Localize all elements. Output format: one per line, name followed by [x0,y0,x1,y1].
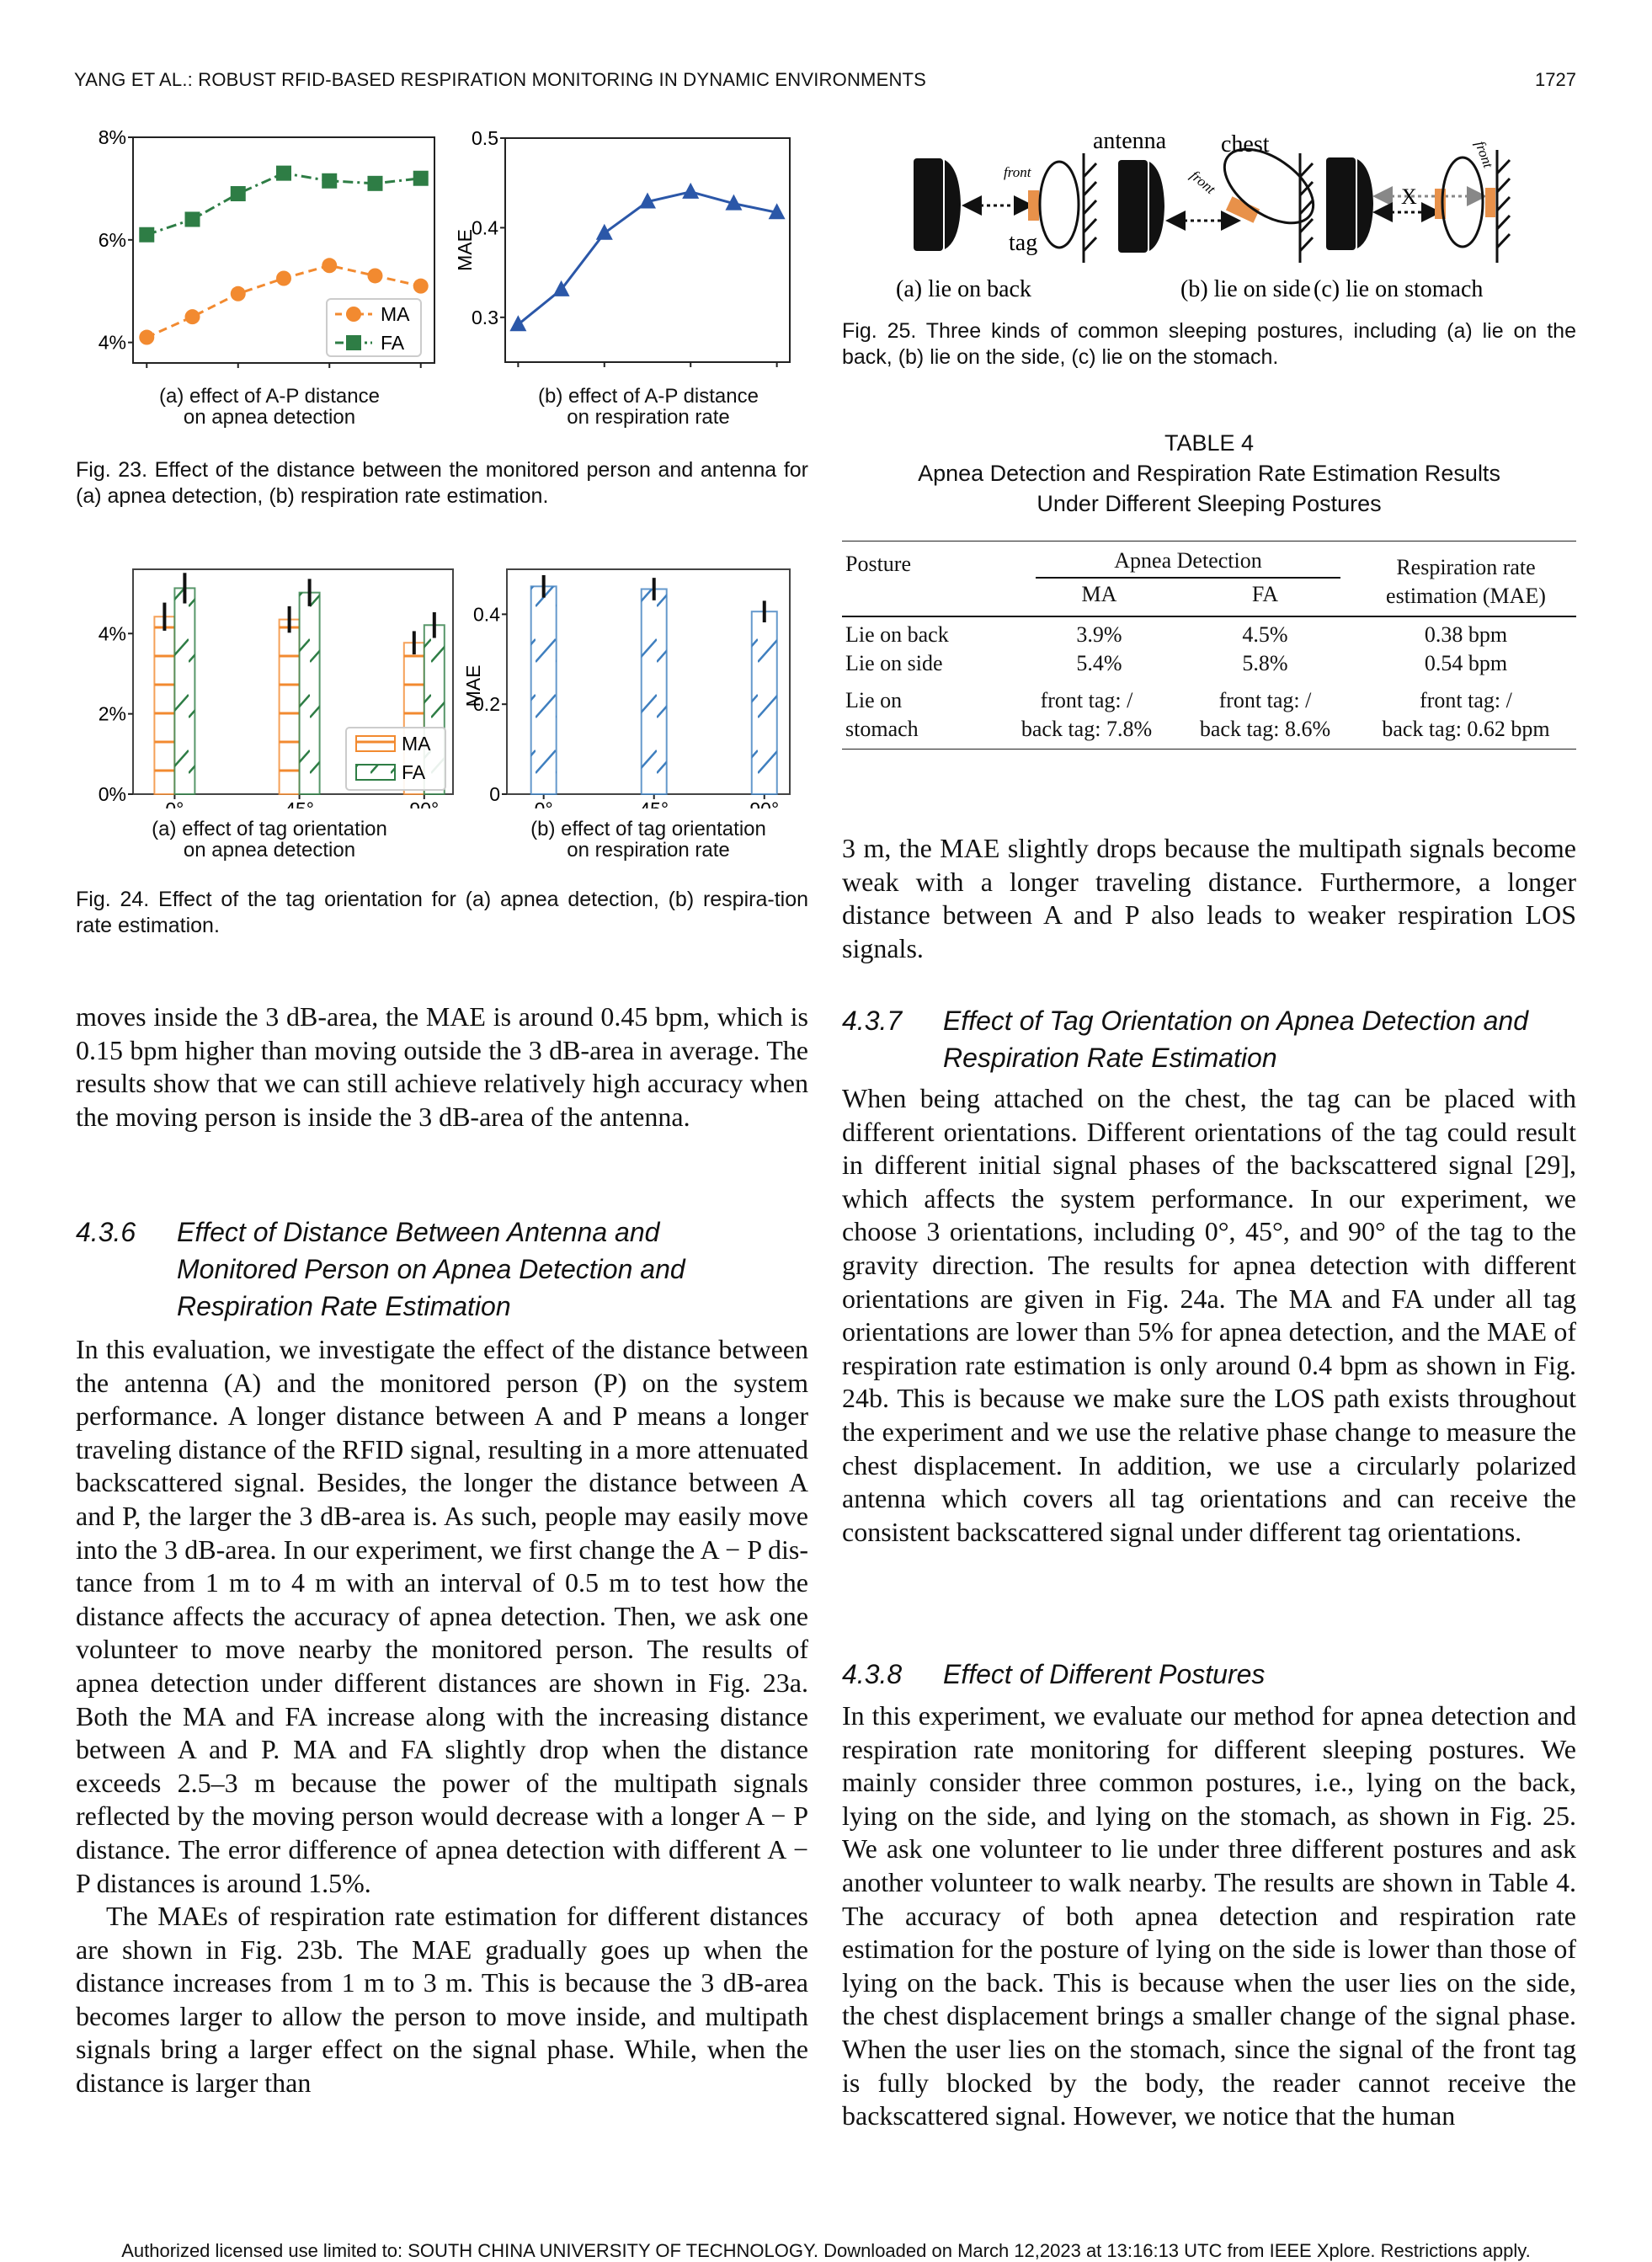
cell-fa-2: back tag: 8.6% [1199,717,1331,741]
data-point-marker [367,176,382,191]
bed-wall-icon [1084,153,1096,263]
antenna-icon [1118,160,1164,253]
fig25-caption: Fig. 25. Three kinds of common sleeping postures, including (a) lie on the back, (b) lie on the side, (c) lie on the stomach. [842,319,1576,369]
fig24a-chart [67,556,472,876]
paragraph: In this experiment, we evaluate our method for apnea detection and respiration rate monitoring for different sleeping postures. We mainly consider three common postures, i.e., lying on the back, lying on the side, and lying on the stomach, as shown in Fig. 25. We ask one volunteer to lie under three different postures and ask another volunteer to walk nearby. The results are shown in Table 4. The accuracy of both apnea detection and respiration rate estimation for the posture of lying on the side is lower than those of lying on the back. This is because when the user lies on the side, the chest displacement brings a smaller change of the signal phase. When the user lies on the stomach, since the signal of the front tag is fully blocked by the body, the reader cannot receive the backscattered signal. However, we notice that the human [842,1700,1576,2131]
panel-b-label: (b) lie on side [1180,276,1311,302]
chest-icon [1442,157,1483,247]
data-point-marker [596,224,613,240]
data-point-marker [231,186,246,201]
fig24b-chart [455,556,825,876]
x-tick-label [285,798,314,808]
table4-label: TABLE 4 [1164,430,1255,456]
section-4-3-6-heading [76,1214,808,1325]
section-4-3-8-heading [842,1656,1576,1693]
y-axis-label: MAE [462,664,484,707]
y-tick-label: 0.5 [472,127,498,149]
legend [327,299,421,356]
cell-ma-2: back tag: 7.8% [1021,717,1153,741]
cell-mae-2: back tag: 0.62 bpm [1382,717,1550,741]
col-header-ma: MA [1081,582,1117,607]
label-chest: chest [1221,131,1270,157]
paragraph: moves inside the 3 dB-area, the MAE is around 0.45 bpm, which is 0.15 bpm higher than moving outside the 3 dB-area in average. The results show that we can still achieve relatively high accuracy when the moving person is inside the 3 dB-area of the antenna. [76,1001,808,1132]
fig24b-subcaption-1: (b) effect of tag orientation [530,818,766,840]
fig24-caption: Fig. 24. Effect of the tag orientation for (a) apnea detection, (b) respira-tion rate estimation. [76,888,808,937]
license-footer: Authorized licensed use limited to: SOUTH CHINA UNIVERSITY OF TECHNOLOGY. Downloaded on March 12,2023 at 13:16:13 UTC from IEEE Xplore. Restrictions apply. [121,2240,1531,2261]
fig24a-subcaption-1: (a) effect of tag orientation [152,818,387,840]
legend-label: MA [402,733,431,755]
running-title: YANG ET AL.: ROBUST RFID-BASED RESPIRATION MONITORING IN DYNAMIC ENVIRONMENTS [74,69,927,90]
cell-fa-1: front tag: / [1218,688,1312,712]
x-tick-label [535,798,553,808]
bed-wall-icon [1300,153,1313,263]
data-point-marker [322,258,337,273]
section-title: Effect of Distance Between Antenna and Monitored Person on Apnea Detection and Respiration Rate Estimation [177,1217,685,1321]
y-tick-label: 8% [98,126,126,148]
data-point-marker [682,183,699,199]
plot-frame [505,138,790,362]
label-antenna: antenna [1093,128,1167,154]
legend-swatch-icon [356,765,395,780]
paragraph: In this evaluation, we investigate the effect of the distance between the antenna (A) and the monitored person (P) on the system performance. A longer distance between A and P means a longer traveling distance of the RFID signal, resulting in a more attenuated backscattered signal. Besides, the longer the distance between A and P, the larger the 3 dB-area is. As such, people may easily move into the 3 dB-area. In our experiment, we first change the A − P distance from 1 m to 4 m with an interval of 0.5 m to test how the distance affects the accuracy of apnea detection. Then, we ask one volunteer to move nearby the monitored person. The results of apnea detection under different distances are shown in Fig. 23a. Both the MA and FA increase along with the increasing distance between A and P. MA and FA slightly drop when the distance exceeds 2.5–3 m because the power of the multipath signals reflected by the moving person would decrease with a longer A − P distance. The error difference of apnea detection with different A − P distances is around 1.5%. [76,1334,808,1898]
label-tag: tag [1009,230,1038,256]
data-point-marker [139,330,154,345]
x-tick-label [409,798,439,808]
legend-marker-icon [346,307,361,322]
section-title: Effect of Tag Orientation on Apnea Detection and Respiration Rate Estimation [943,1006,1528,1073]
section-4-3-7-heading [842,1002,1576,1076]
y-tick-label: 2% [98,702,126,725]
panel-c-label: (c) lie on stomach [1314,276,1484,302]
fig23b-subcaption-1: (b) effect of A-P distance [538,385,759,408]
y-tick-label: 4% [98,331,126,354]
data-point-marker [139,227,154,243]
cell-ma-1: front tag: / [1040,688,1133,712]
data-point-marker [367,268,382,283]
cell-posture-2: stomach [845,717,919,741]
data-point-marker [185,309,200,324]
data-point-marker [509,315,526,331]
panel-a-lie-on-back [896,153,1096,302]
data-point-marker [276,271,291,286]
cell-posture: Lie on back [845,622,949,647]
cell-ma: 5.4% [1076,651,1122,675]
y-tick-label: 0.4 [472,216,498,239]
panel-c-lie-on-stomach [1314,139,1510,302]
x-tick-label [583,370,626,371]
right-column-sec438 [842,1699,1576,2133]
table4-title-2: Under Different Sleeping Postures [1036,491,1382,516]
col-header-posture: Posture [845,552,911,576]
fig23a-plot [67,118,472,371]
cell-ma: 3.9% [1076,622,1122,647]
data-point-marker [322,173,337,189]
section-title: Effect of Different Postures [943,1659,1266,1689]
data-point-marker [413,279,429,294]
x-tick-label [669,370,712,371]
col-header-apnea-detection: Apnea Detection [1036,547,1340,579]
paragraph: The MAEs of respiration rate estimation for different distances are shown in Fig. 23b. The MAE gradually goes up when the distance increases from 1 m to 3 m. This is because the 3 dB-area becomes larger to allow the person to move inside, and multipath signals bring a larger effect on the signal phase. While, when the distance is larger than [76,1901,808,2099]
legend-swatch-icon [356,736,395,751]
bed-wall-icon [1497,150,1510,263]
cell-mae-1: front tag: / [1420,688,1512,712]
series-line-mae [518,192,776,324]
table4-title-1: Apnea Detection and Respiration Rate Estimation Results [918,461,1500,486]
label-front: front [1004,164,1031,180]
legend-marker-icon [346,335,361,350]
fig24b-subcaption-2: on respiration rate [567,839,730,862]
right-column [842,832,1576,965]
data-point-marker [276,166,291,181]
cell-fa: 5.8% [1242,651,1288,675]
fig25-svg [842,118,1583,312]
y-tick-label: 0.4 [473,603,500,626]
section-number: 4.3.6 [76,1217,136,1247]
legend [346,728,445,790]
x-tick-label [497,370,540,371]
col-header-resp-1: Respiration rate [1396,555,1536,579]
fig25-diagram [842,118,1583,312]
section-number: 4.3.7 [842,1006,903,1036]
x-tick-label [165,798,184,808]
table-row [842,678,1576,744]
tag-icon [1028,190,1039,221]
left-column-sec436 [76,1333,808,2100]
blocked-x-icon: X [1401,184,1417,209]
label-front: front [1472,138,1497,170]
chest-icon [1040,162,1079,248]
y-tick-label: 4% [98,622,126,645]
back-tag-icon [1485,188,1495,217]
panel-b-lie-on-side [1093,128,1326,302]
x-tick-label [749,798,779,808]
panel-a-label: (a) lie on back [896,276,1031,302]
col-header-fa: FA [1251,582,1279,607]
table-row [842,621,1576,649]
fig23b-subcaption-2: on respiration rate [567,406,730,429]
antenna-icon [914,158,961,251]
y-tick-label: 0% [98,783,126,805]
antenna-icon [1326,157,1373,250]
x-tick-label [639,798,669,808]
paragraph: 3 m, the MAE slightly drops because the multipath signals become weak with a longer traveling distance. Furthermore, a longer distance between A and P also leads to weaker respiration LOS signals. [842,833,1576,963]
cell-mae: 0.38 bpm [1424,622,1508,647]
fig24a-subcaption-2: on apnea detection [183,839,356,862]
cell-mae: 0.54 bpm [1424,651,1508,675]
y-tick-label: 6% [98,228,126,251]
cell-posture: Lie on side [845,651,943,675]
legend-label: FA [381,332,405,354]
col-header-resp-2: estimation (MAE) [1386,584,1546,608]
fig23b-chart [455,118,825,438]
y-tick-label: 0.3 [472,306,498,328]
table4 [842,541,1576,750]
cell-fa: 4.5% [1242,622,1288,647]
cell-posture-1: Lie on [845,688,903,712]
fig23a-subcaption-2: on apnea detection [183,406,356,429]
y-tick-label: 0 [489,783,500,805]
page-number: 1727 [1535,69,1576,90]
fig23a-chart [67,118,472,438]
x-tick-label [755,370,798,371]
y-tick-label: 0.2 [473,693,500,716]
legend-label: FA [402,761,426,783]
paragraph: When being attached on the chest, the tag can be placed with different orientations. Different orientations of the tag could result in different initial signal phases of the backscattered signal [29], which affects the system performance. In our experiment, we choose 3 orientations, including 0°, 45°, and 90° of the tag to the gravity direction. The results for apnea detection with different orientations are given in Fig. 24a. The MA and FA under all tag orientations are lower than 5% for apnea detection, and the MAE of respiration rate estimation is only around 0.4 bpm as shown in Fig. 24b. This is because we make sure the LOS path exists throughout the experiment and we use the relative phase change to measure the chest displacement. In addition, we use a circularly polarized antenna which covers all tag orientations and can receive the consistent backscattered signal under different tag orientations. [842,1083,1576,1547]
legend-label: MA [381,303,410,325]
data-point-marker [231,286,246,301]
label-front: front [1187,167,1219,198]
table-row [842,649,1576,678]
table4-heading [842,428,1576,519]
fig23b-plot [455,118,825,371]
section-number: 4.3.8 [842,1659,903,1689]
fig23a-subcaption-1: (a) effect of A-P distance [159,385,380,408]
left-column [76,1000,808,1134]
fig23-caption: Fig. 23. Effect of the distance between the monitored person and antenna for (a) apnea detection, (b) respiration rate estimation. [76,458,808,508]
data-point-marker [413,171,429,186]
right-column-sec437 [842,1082,1576,1549]
y-axis-label: MAE [455,229,476,271]
fig24a-plot [67,556,472,808]
data-point-marker [185,211,200,227]
fig24b-plot [455,556,825,808]
